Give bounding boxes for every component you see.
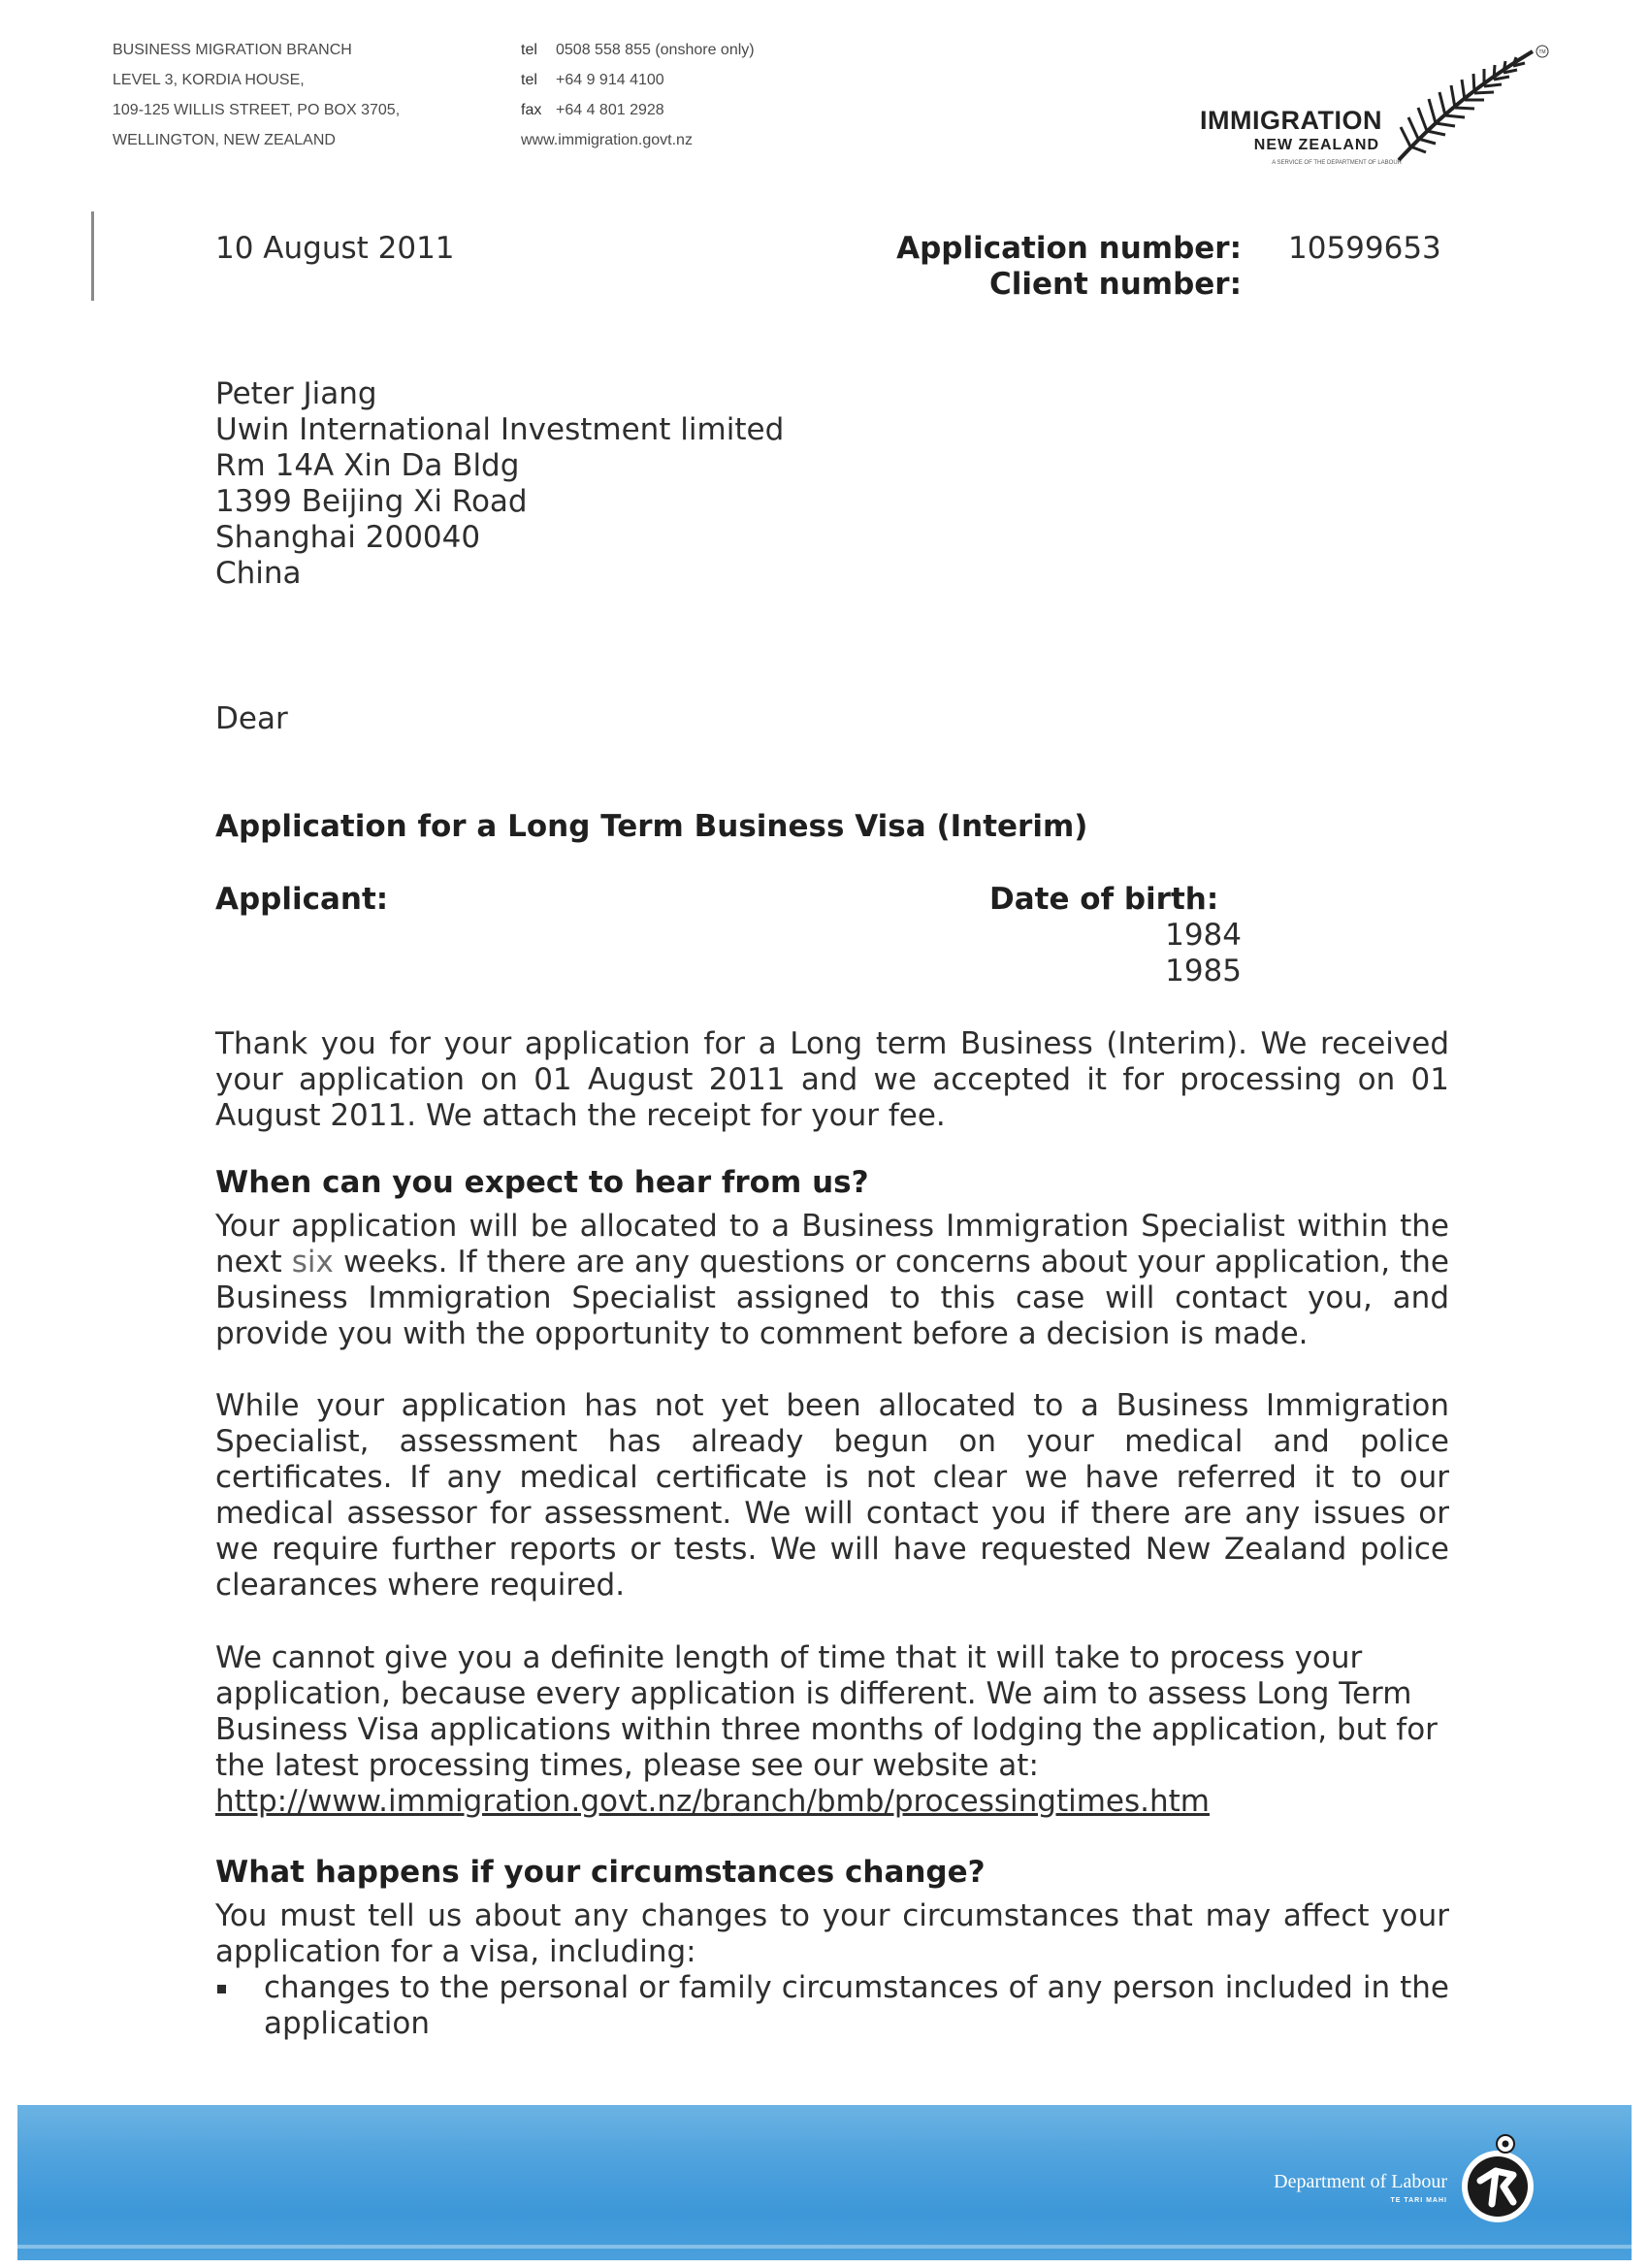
recipient-address-line: 1399 Beijing Xi Road	[215, 484, 528, 519]
recipient-address-line: Rm 14A Xin Da Bldg	[215, 448, 520, 483]
logo-tagline: A SERVICE OF THE DEPARTMENT OF LABOUR	[1272, 160, 1402, 166]
recipient-country: China	[215, 556, 302, 591]
department-of-labour-logo-icon	[1457, 2130, 1538, 2227]
immigration-nz-logo	[1188, 44, 1557, 175]
address-line: 109-125 WILLIS STREET, PO BOX 3705,	[113, 102, 401, 118]
heading-circumstances: What happens if your circumstances change?	[215, 1855, 986, 1890]
contact-phone	[521, 65, 841, 95]
paragraph-circumstances: You must tell us about any changes to your circumstances that may affect your application for a visa, including:	[215, 1898, 1449, 1969]
footer-band	[17, 2105, 1632, 2260]
recipient-company: Uwin International Investment limited	[215, 412, 785, 447]
contact-block	[521, 35, 841, 155]
applicant-label: Applicant:	[215, 882, 389, 917]
recipient-name: Peter Jiang	[215, 376, 377, 411]
application-number-label: Application number:	[896, 231, 1242, 266]
contact-label: fax	[521, 102, 542, 118]
contact-value: +64 4 801 2928	[556, 102, 664, 118]
margin-mark	[91, 211, 94, 301]
address-line: BUSINESS MIGRATION BRANCH	[113, 42, 352, 58]
allocation-weeks: six	[291, 1245, 334, 1280]
branch-address	[113, 35, 442, 155]
contact-label: tel	[521, 42, 537, 58]
dob-value: 1985	[1165, 954, 1242, 988]
contact-value: 0508 558 855 (onshore only)	[556, 42, 755, 58]
dob-label: Date of birth:	[989, 882, 1219, 917]
paragraph-assessment: While your application has not yet been allocated to a Business Immigration Specialist, assessment has already begun on your medical and police certificates. If any medical certificate is not clear we have referred it to our medical assessor for assessment. We will contact you if there are any issues or we require further reports or tests. We will have requested New Zealand police clearances where required.	[215, 1388, 1449, 1603]
paragraph-text: Your application will be allocated to a Business Immigration Specialist within the next	[215, 1209, 1449, 1280]
heading-when-to-hear: When can you expect to hear from us?	[215, 1165, 869, 1200]
website-link[interactable]: www.immigration.govt.nz	[521, 132, 693, 148]
address-line: LEVEL 3, KORDIA HOUSE,	[113, 72, 305, 88]
logo-subtitle: NEW ZEALAND	[1253, 137, 1379, 153]
letter-date: 10 August 2011	[215, 231, 455, 266]
recipient-city: Shanghai 200040	[215, 520, 481, 555]
paragraph-text: weeks. If there are any questions or concerns about your application, the Business Immigration Specialist assigned to this case will contact you, and provide you with the opportunity to comment before a decision is made.	[215, 1245, 1450, 1351]
contact-value: +64 9 914 4100	[556, 72, 664, 88]
processing-times-link[interactable]: http://www.immigration.govt.nz/branch/bmb/processingtimes.htm	[215, 1784, 1210, 1819]
recipient-address	[215, 376, 784, 592]
dob-value: 1984	[1165, 918, 1242, 953]
paragraph-acknowledgement: Thank you for your application for a Long term Business (Interim). We received your application on 01 August 2011 and we accepted it for processing on 01 August 2011. We attach the receipt for your fee.	[215, 1026, 1449, 1133]
address-line: WELLINGTON, NEW ZEALAND	[113, 132, 336, 148]
salutation: Dear	[215, 701, 288, 736]
client-number-label: Client number:	[988, 267, 1242, 302]
trademark-mark: TM	[1538, 49, 1546, 55]
contact-label: tel	[521, 72, 537, 88]
silver-fern-icon	[1387, 44, 1552, 170]
application-number: 10599653	[1288, 231, 1441, 266]
contact-fax	[521, 95, 841, 125]
footer-maori-name: TE TARI MAHI	[1390, 2197, 1447, 2204]
paragraph-processing-times	[215, 1640, 1449, 1820]
letter-subject: Application for a Long Term Business Visa (Interim)	[215, 809, 1088, 844]
contact-phone-onshore	[521, 35, 841, 65]
paragraph-allocation	[215, 1209, 1449, 1352]
paragraph-text: We cannot give you a definite length of time that it will take to process your application, because every application is different. We aim to assess Long Term Business Visa applications within three months of lodging the application, but for the latest processing times, please see our website at:	[215, 1640, 1438, 1783]
circumstances-list	[215, 1970, 1449, 2042]
footer-org-name: Department of Labour	[1274, 2171, 1447, 2192]
logo-title: IMMIGRATION	[1200, 106, 1382, 135]
list-item: changes to the personal or family circumstances of any person included in the application	[215, 1970, 1449, 2042]
